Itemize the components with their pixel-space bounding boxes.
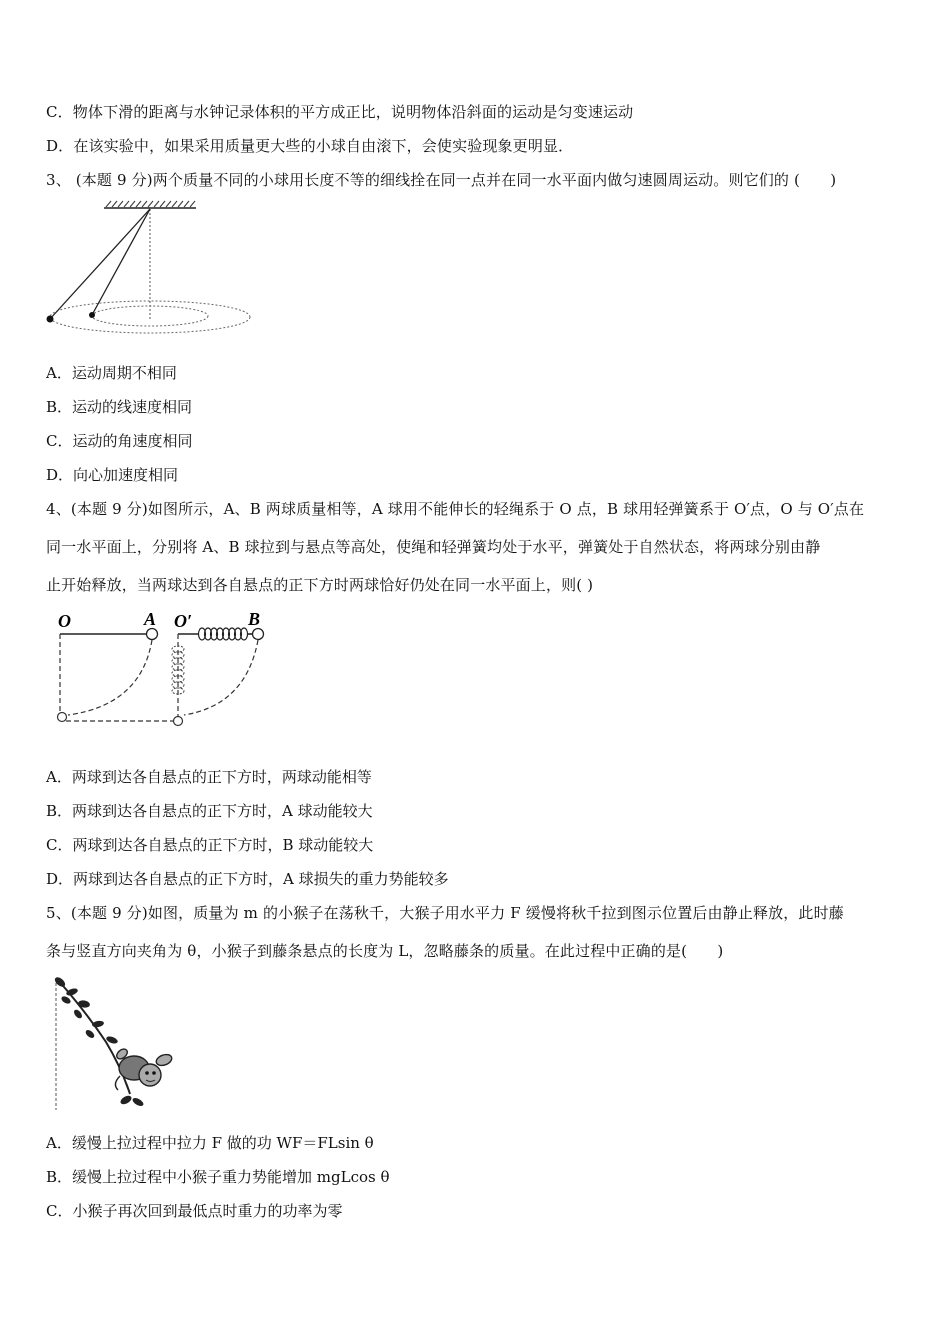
q4-stem-line-2: 同一水平面上，分别将 A、B 球拉到与悬点等高处，使绳和轻弹簧均处于水平，弹簧处于自然状态，将两球分别由静 [46,538,821,556]
ball-outer [47,316,54,323]
q4-option-d: D．两球到达各自悬点的正下方时，A 球损失的重力势能较多 [46,870,449,888]
q3-option-b: B．运动的线速度相同 [46,398,193,416]
ball-a [147,629,158,640]
q5-monkey-swing-figure [46,972,186,1114]
q4-option-b: B．两球到达各自悬点的正下方时，A 球动能较大 [46,802,373,820]
ball-inner [89,312,95,318]
vine-leaves [53,975,145,1107]
q5-option-c: C．小猴子再次回到最低点时重力的功率为零 [46,1202,343,1220]
q4-rope-spring-figure [46,605,286,735]
q3-option-d: D．向心加速度相同 [46,466,179,484]
monkey [115,1047,173,1090]
label-o: O [58,611,71,631]
prev-option-d: D．在该实验中，如果采用质量更大些的小球自由滚下，会使实验现象更明显． [46,137,574,155]
q5-option-b: B．缓慢上拉过程中小猴子重力势能增加 mgLcos θ [46,1168,390,1186]
q4-option-c: C．两球到达各自悬点的正下方时，B 球动能较大 [46,836,374,854]
q3-conical-pendulum-figure [40,196,260,336]
prev-option-c: C．物体下滑的距离与水钟记录体积的平方成正比，说明物体沿斜面的运动是匀变速运动 [46,103,634,121]
q5-stem-line-1: 5、(本题 9 分)如图，质量为 m 的小猴子在荡秋千，大猴子用水平力 F 缓慢将秋千拉到图示位置后由静止释放，此时藤 [46,904,844,922]
label-a: A [144,609,157,629]
q5-stem-line-2: 条与竖直方向夹角为 θ，小猴子到藤条悬点的长度为 L，忽略藤条的质量。在此过程中正确的是( ) [46,942,724,960]
q3-stem: 3、 (本题 9 分)两个质量不同的小球用长度不等的细线拴在同一点并在同一水平面内做匀速圆周运动。则它们的 ( ) [46,171,837,189]
q4-stem-line-3: 止开始释放，当两球达到各自悬点的正下方时两球恰好仍处在同一水平面上，则( ) [46,576,594,594]
ball-b [253,629,264,640]
q4-stem-line-1: 4、(本题 9 分)如图所示，A、B 两球质量相等，A 球用不能伸长的轻绳系于 O 点，B 球用轻弹簧系于 O′点，O 与 O′点在 [46,500,865,518]
q3-option-a: A．运动周期不相同 [46,364,177,382]
horizontal-spring [199,628,248,640]
label-b: B [248,609,261,629]
q4-option-a: A．两球到达各自悬点的正下方时，两球动能相等 [46,768,372,786]
label-o-prime: O′ [174,611,193,631]
q3-option-c: C．运动的角速度相同 [46,432,193,450]
q5-option-a: A．缓慢上拉过程中拉力 F 做的功 WF＝FLsin θ [46,1134,374,1152]
